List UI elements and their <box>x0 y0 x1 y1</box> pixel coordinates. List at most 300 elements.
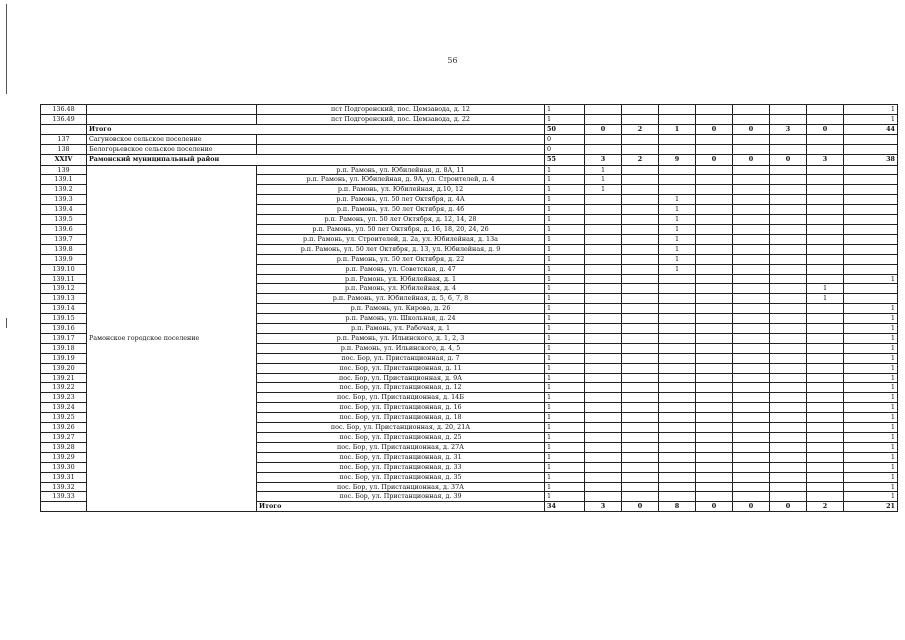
row-number: 139.25 <box>41 413 87 423</box>
value-cell <box>585 383 622 393</box>
value-cell <box>585 433 622 443</box>
value-cell <box>622 333 659 343</box>
value-cell <box>622 383 659 393</box>
value-cell <box>659 482 696 492</box>
value-cell: 1 <box>844 363 898 373</box>
value-cell: 8 <box>659 502 696 512</box>
value-cell <box>844 224 898 234</box>
value-cell <box>659 304 696 314</box>
value-cell: 1 <box>659 124 696 134</box>
value-cell <box>696 165 733 175</box>
table-row <box>41 114 898 124</box>
value-cell <box>733 234 770 244</box>
value-cell <box>585 215 622 225</box>
value-cell <box>733 472 770 482</box>
value-cell: 1 <box>545 324 585 334</box>
row-number: 139.27 <box>41 433 87 443</box>
value-cell <box>770 452 807 462</box>
value-cell <box>622 482 659 492</box>
value-cell <box>807 452 844 462</box>
row-number: 139.28 <box>41 442 87 452</box>
value-cell <box>770 304 807 314</box>
value-cell <box>770 324 807 334</box>
value-cell: 1 <box>585 175 622 185</box>
value-cell <box>770 393 807 403</box>
address-cell: р.п. Рамонь, ул. Юбилейная, д. 9А, ул. Строителей, д. 4 <box>257 175 545 185</box>
settlement-row <box>41 134 898 144</box>
district-name: Рамонский муниципальный район <box>87 154 545 165</box>
row-number: 139.1 <box>41 175 87 185</box>
value-cell <box>807 482 844 492</box>
value-cell <box>844 195 898 205</box>
settlement-cell <box>87 105 257 115</box>
value-cell <box>622 452 659 462</box>
value-cell <box>807 254 844 264</box>
value-cell <box>770 244 807 254</box>
value-cell <box>733 205 770 215</box>
row-number: 139.15 <box>41 314 87 324</box>
value-cell <box>659 403 696 413</box>
value-cell: 1 <box>545 254 585 264</box>
value-cell <box>807 264 844 274</box>
value-cell <box>585 264 622 274</box>
value-cell <box>659 134 696 144</box>
value-cell <box>807 403 844 413</box>
value-cell: 1 <box>545 274 585 284</box>
value-cell <box>622 175 659 185</box>
value-cell <box>622 462 659 472</box>
address-cell: р.п. Рамонь, ул. 50 лет Октября, д. 22 <box>257 254 545 264</box>
address-cell: пос. Бор, ул. Пристанционная, д. 33 <box>257 462 545 472</box>
page-number: 56 <box>447 56 458 65</box>
address-cell <box>257 134 545 144</box>
value-cell <box>733 353 770 363</box>
value-cell <box>807 274 844 284</box>
row-number: 136.49 <box>41 114 87 124</box>
address-cell: пос. Бор, ул. Пристанционная, д. 14Б <box>257 393 545 403</box>
value-cell <box>659 314 696 324</box>
value-cell: 0 <box>733 502 770 512</box>
value-cell <box>807 472 844 482</box>
value-cell: 1 <box>545 294 585 304</box>
value-cell <box>807 393 844 403</box>
value-cell <box>622 244 659 254</box>
settlement-cell <box>87 114 257 124</box>
value-cell <box>733 363 770 373</box>
value-cell <box>733 254 770 264</box>
value-cell <box>770 353 807 363</box>
value-cell <box>585 294 622 304</box>
value-cell <box>733 393 770 403</box>
value-cell <box>844 185 898 195</box>
value-cell <box>770 144 807 154</box>
value-cell: 2 <box>622 154 659 165</box>
value-cell <box>733 294 770 304</box>
value-cell: 1 <box>844 314 898 324</box>
row-number: 139.2 <box>41 185 87 195</box>
address-cell: р.п. Рамонь, ул. Ильинского, д. 1, 2, 3 <box>257 333 545 343</box>
value-cell <box>844 215 898 225</box>
value-cell: 1 <box>844 114 898 124</box>
value-cell: 1 <box>844 343 898 353</box>
value-cell <box>585 274 622 284</box>
value-cell: 1 <box>545 343 585 353</box>
value-cell: 21 <box>844 502 898 512</box>
register-table <box>40 104 898 512</box>
value-cell: 1 <box>844 393 898 403</box>
value-cell <box>807 492 844 502</box>
value-cell <box>733 264 770 274</box>
value-cell: 1 <box>844 482 898 492</box>
value-cell: 1 <box>844 492 898 502</box>
value-cell: 0 <box>585 124 622 134</box>
address-cell: р.п. Рамонь, ул. Рабочая, д. 1 <box>257 324 545 334</box>
value-cell: 34 <box>545 502 585 512</box>
address-cell: р.п. Рамонь, ул. Строителей, д. 2а, ул. Юбилейная, д. 13а <box>257 234 545 244</box>
address-cell: пос. Бор, ул. Пристанционная, д. 12 <box>257 383 545 393</box>
value-cell <box>659 165 696 175</box>
value-cell <box>585 205 622 215</box>
value-cell: 1 <box>545 165 585 175</box>
address-cell: р.п. Рамонь, ул. Кирова, д. 26 <box>257 304 545 314</box>
value-cell: 1 <box>545 472 585 482</box>
row-number <box>41 502 87 512</box>
row-number: 139.24 <box>41 403 87 413</box>
value-cell <box>696 472 733 482</box>
value-cell: 1 <box>545 442 585 452</box>
value-cell <box>585 393 622 403</box>
value-cell <box>696 462 733 472</box>
value-cell <box>807 353 844 363</box>
value-cell <box>585 462 622 472</box>
value-cell <box>733 284 770 294</box>
value-cell <box>844 134 898 144</box>
value-cell <box>733 314 770 324</box>
value-cell: 1 <box>844 274 898 284</box>
value-cell <box>733 195 770 205</box>
row-number: 139.26 <box>41 423 87 433</box>
value-cell <box>807 165 844 175</box>
address-cell: пос. Бор, ул. Пристанционная, д. 31 <box>257 452 545 462</box>
row-number: 139.13 <box>41 294 87 304</box>
value-cell: 1 <box>545 114 585 124</box>
value-cell <box>622 442 659 452</box>
value-cell <box>696 482 733 492</box>
value-cell: 1 <box>545 423 585 433</box>
value-cell <box>770 234 807 244</box>
value-cell <box>770 114 807 124</box>
value-cell <box>659 452 696 462</box>
value-cell <box>696 254 733 264</box>
value-cell: 1 <box>545 482 585 492</box>
row-number: 137 <box>41 134 87 144</box>
value-cell: 0 <box>545 134 585 144</box>
value-cell <box>622 165 659 175</box>
value-cell <box>585 134 622 144</box>
value-cell <box>733 383 770 393</box>
value-cell <box>622 254 659 264</box>
value-cell <box>622 234 659 244</box>
address-cell: пст Подгоренский, пос. Цемзавода, д. 22 <box>257 114 545 124</box>
value-cell: 1 <box>545 383 585 393</box>
value-cell <box>770 284 807 294</box>
value-cell: 1 <box>844 105 898 115</box>
address-cell: р.п. Рамонь, ул. 50 лет Октября, д. 16, 18, 20, 24, 26 <box>257 224 545 234</box>
row-number: 139.22 <box>41 383 87 393</box>
value-cell <box>770 215 807 225</box>
address-cell: р.п. Рамонь, ул. Юбилейная, д. 8А, 11 <box>257 165 545 175</box>
row-number: 139.16 <box>41 324 87 334</box>
value-cell <box>733 165 770 175</box>
value-cell <box>696 393 733 403</box>
value-cell <box>733 373 770 383</box>
value-cell <box>844 294 898 304</box>
value-cell <box>844 234 898 244</box>
value-cell <box>696 324 733 334</box>
table-row <box>41 105 898 115</box>
value-cell <box>696 452 733 462</box>
row-number: 139.6 <box>41 224 87 234</box>
value-cell <box>585 423 622 433</box>
address-cell: пос. Бор, ул. Пристанционная, д. 37А <box>257 482 545 492</box>
value-cell <box>770 274 807 284</box>
address-cell: р.п. Рамонь, ул. Советская, д. 47 <box>257 264 545 274</box>
value-cell: 0 <box>770 154 807 165</box>
value-cell <box>622 185 659 195</box>
value-cell: 0 <box>770 502 807 512</box>
address-cell: р.п. Рамонь, ул. 50 лет Октября, д. 13, ул. Юбилейная, д. 9 <box>257 244 545 254</box>
value-cell: 44 <box>844 124 898 134</box>
value-cell <box>770 462 807 472</box>
address-cell: р.п. Рамонь, ул. 50 лет Октября, д. 4А <box>257 195 545 205</box>
value-cell <box>659 373 696 383</box>
value-cell: 3 <box>770 124 807 134</box>
value-cell <box>696 244 733 254</box>
address-cell: пос. Бор, ул. Пристанционная, д. 9А <box>257 373 545 383</box>
value-cell: 1 <box>545 492 585 502</box>
value-cell: 1 <box>659 264 696 274</box>
value-cell <box>659 393 696 403</box>
value-cell <box>659 144 696 154</box>
value-cell <box>807 442 844 452</box>
value-cell <box>659 353 696 363</box>
value-cell <box>585 224 622 234</box>
value-cell <box>844 244 898 254</box>
total-row <box>41 124 898 134</box>
row-number: 139.11 <box>41 274 87 284</box>
address-cell: р.п. Рамонь, ул. Школьная, д. 24 <box>257 314 545 324</box>
value-cell <box>585 284 622 294</box>
value-cell <box>733 215 770 225</box>
value-cell <box>696 373 733 383</box>
value-cell <box>696 205 733 215</box>
value-cell <box>585 472 622 482</box>
value-cell <box>733 175 770 185</box>
value-cell <box>659 175 696 185</box>
value-cell: 50 <box>545 124 585 134</box>
value-cell <box>770 165 807 175</box>
value-cell <box>696 383 733 393</box>
value-cell <box>659 114 696 124</box>
address-cell: пос. Бор, ул. Пристанционная, д. 25 <box>257 433 545 443</box>
value-cell <box>659 383 696 393</box>
address-cell: пос. Бор, ул. Пристанционная, д. 27А <box>257 442 545 452</box>
value-cell: 1 <box>844 304 898 314</box>
value-cell <box>585 492 622 502</box>
value-cell <box>733 492 770 502</box>
value-cell <box>659 333 696 343</box>
value-cell <box>696 442 733 452</box>
value-cell <box>696 363 733 373</box>
value-cell <box>696 175 733 185</box>
value-cell <box>770 105 807 115</box>
value-cell <box>844 175 898 185</box>
district-number: XXIV <box>41 154 87 165</box>
address-cell: пос. Бор, ул. Пристанционная, д. 18 <box>257 413 545 423</box>
row-number <box>41 124 87 134</box>
value-cell: 1 <box>659 224 696 234</box>
value-cell: 55 <box>545 154 585 165</box>
value-cell <box>696 304 733 314</box>
value-cell <box>807 433 844 443</box>
register-body <box>41 105 898 512</box>
value-cell <box>770 195 807 205</box>
value-cell <box>733 224 770 234</box>
value-cell <box>696 284 733 294</box>
value-cell <box>696 195 733 205</box>
value-cell <box>659 442 696 452</box>
address-cell: пос. Бор, ул. Пристанционная, д. 39 <box>257 492 545 502</box>
value-cell: 1 <box>545 413 585 423</box>
value-cell <box>696 185 733 195</box>
value-cell: 1 <box>545 244 585 254</box>
value-cell: 1 <box>545 363 585 373</box>
value-cell <box>770 343 807 353</box>
value-cell <box>696 274 733 284</box>
value-cell <box>622 373 659 383</box>
value-cell: 1 <box>545 373 585 383</box>
value-cell <box>585 314 622 324</box>
value-cell <box>659 105 696 115</box>
row-number: 139.29 <box>41 452 87 462</box>
value-cell <box>770 314 807 324</box>
total-label: Итого <box>87 124 545 134</box>
value-cell <box>622 224 659 234</box>
value-cell: 1 <box>844 403 898 413</box>
value-cell <box>585 353 622 363</box>
address-cell: р.п. Рамонь, ул. Юбилейная, д.10, 12 <box>257 185 545 195</box>
value-cell: 1 <box>545 452 585 462</box>
row-number: 139.31 <box>41 472 87 482</box>
value-cell <box>622 304 659 314</box>
value-cell <box>733 403 770 413</box>
value-cell <box>807 105 844 115</box>
value-cell <box>585 105 622 115</box>
value-cell <box>733 324 770 334</box>
value-cell: 1 <box>659 244 696 254</box>
value-cell <box>733 185 770 195</box>
value-cell <box>696 144 733 154</box>
value-cell <box>733 433 770 443</box>
value-cell: 1 <box>844 353 898 363</box>
address-cell: р.п. Рамонь, ул. Юбилейная, д. 4 <box>257 284 545 294</box>
value-cell: 0 <box>696 154 733 165</box>
value-cell <box>622 144 659 154</box>
table-row <box>41 165 898 175</box>
value-cell <box>659 423 696 433</box>
value-cell <box>770 205 807 215</box>
value-cell <box>844 264 898 274</box>
value-cell <box>696 134 733 144</box>
value-cell <box>659 284 696 294</box>
value-cell <box>585 343 622 353</box>
value-cell <box>585 244 622 254</box>
value-cell <box>622 472 659 482</box>
row-number: 139.4 <box>41 205 87 215</box>
address-cell: пос. Бор, ул. Пристанционная, д. 35 <box>257 472 545 482</box>
address-cell: р.п. Рамонь, ул. 50 лет Октября, д. 4б <box>257 205 545 215</box>
value-cell: 1 <box>545 462 585 472</box>
value-cell: 1 <box>844 324 898 334</box>
value-cell <box>807 333 844 343</box>
value-cell <box>585 333 622 343</box>
value-cell: 1 <box>545 264 585 274</box>
value-cell <box>807 195 844 205</box>
value-cell <box>733 244 770 254</box>
row-number: 139.19 <box>41 353 87 363</box>
value-cell: 1 <box>659 205 696 215</box>
value-cell <box>659 294 696 304</box>
value-cell: 1 <box>545 175 585 185</box>
value-cell <box>659 363 696 373</box>
value-cell: 1 <box>659 215 696 225</box>
value-cell: 1 <box>545 185 585 195</box>
settlement-name: Белогорьевское сельское поселение <box>87 144 257 154</box>
value-cell <box>807 343 844 353</box>
value-cell <box>622 363 659 373</box>
value-cell: 3 <box>807 154 844 165</box>
settlement-name: Сагуновское сельское поселение <box>87 134 257 144</box>
value-cell <box>770 134 807 144</box>
value-cell <box>696 294 733 304</box>
address-cell: р.п. Рамонь, ул. Юбилейная, д. 1 <box>257 274 545 284</box>
value-cell <box>585 442 622 452</box>
value-cell: 1 <box>545 215 585 225</box>
value-cell <box>622 433 659 443</box>
scan-edge-mark <box>6 4 7 94</box>
value-cell <box>585 304 622 314</box>
value-cell <box>585 373 622 383</box>
value-cell <box>733 423 770 433</box>
value-cell <box>622 114 659 124</box>
value-cell <box>770 423 807 433</box>
value-cell <box>622 393 659 403</box>
row-number: 139.10 <box>41 264 87 274</box>
value-cell: 0 <box>733 124 770 134</box>
value-cell: 0 <box>807 124 844 134</box>
value-cell <box>844 165 898 175</box>
value-cell <box>622 105 659 115</box>
value-cell <box>585 413 622 423</box>
value-cell <box>585 195 622 205</box>
value-cell <box>770 264 807 274</box>
value-cell <box>659 324 696 334</box>
value-cell: 1 <box>844 452 898 462</box>
value-cell <box>807 413 844 423</box>
value-cell <box>770 383 807 393</box>
value-cell <box>733 114 770 124</box>
row-number: 139.5 <box>41 215 87 225</box>
